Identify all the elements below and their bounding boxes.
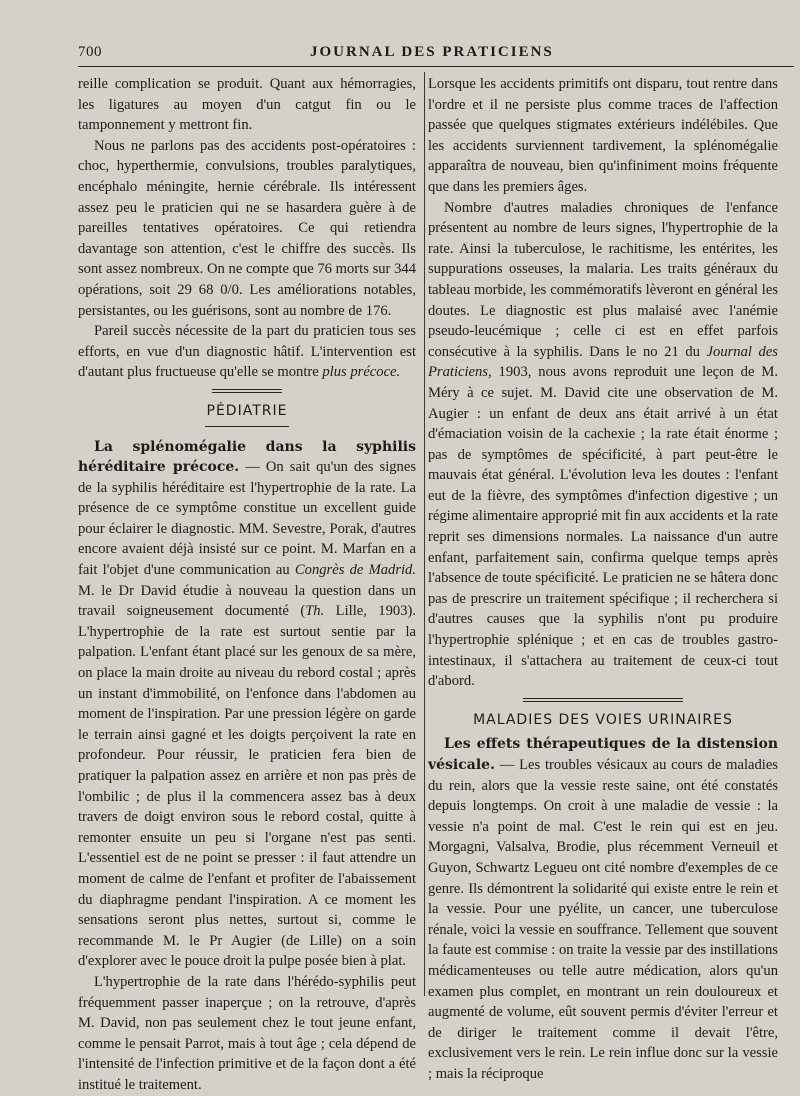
article-text-3: Lille, 1903). L'hypertrophie de la rate est surtout sentie par la palpation. L'enfant étant placé sur les genoux de sa mère, on place la main droite au niveau du rebord costal ; après un instant d'immobilité, on l'enfonce dans l'abdomen au moment de l'inspiration. Par une pression légère on garde le terrain ainsi gagné et les doigts perçoivent la rate en profondeur. Pour réussir, le praticien fera bien de pratiquer la palpation assez en arrière et non pas près de l'ombilic ; de plus il la commencera assez bas à deux travers de doigt environ sous le rebord costal, quitte à remonter ensuite un peu si l'organe n'est pas senti. L'essentiel est de ne point se presser : il faut attendre un moment de calme de l'enfant et profiter de l'abaissement du diaphragme pendant l'inspiration. A ce moment les sensations seront plus nettes, surtout si, comme le recommande M. le Pr Augier (de Lille) on a soin d'explorer avec le pouce droit la pulpe posée bien à plat. <box>78 603 417 970</box>
right-paragraph-2-text-a: Nombre d'autres maladies chroniques de l'enfance présentent au nombre de leurs signes, l'hypertrophie de la rate. Ainsi la tuberculose, le rachitisme, les entérites, les suppurations osseuses, la malaria. Les traits généraux du tableau morbide, les commémoratifs lèveront en général les doutes. Le diagnostic est plus malaisé avec l'anémie pseudo-leucémique ; celle ci est en effet parfois consécutive à la syphilis. Dans le no 21 du <box>428 199 778 360</box>
left-paragraph-3 <box>78 321 416 383</box>
right-paragraph-1: Lorsque les accidents primitifs ont disparu, tout rentre dans l'ordre et il ne persiste plus comme traces de l'affection passée que quelques stigmates extérieurs indélébiles. Que les accidents surviennent tardivement, la splénomégalie apparaîtra de nouveau, bien qu'infiniment moins fréquente que dans les premiers âges. <box>428 76 778 195</box>
right-paragraph-2-italic: Journal des Praticiens, <box>428 343 778 381</box>
section-title-underline <box>205 426 289 427</box>
section-title-voies-urinaires: MALADIES DES VOIES URINAIRES <box>473 711 733 728</box>
right-column <box>428 74 778 1085</box>
article-distension <box>428 734 778 1084</box>
left-paragraph-1: reille complication se produit. Quant aux hémorragies, les ligatures au moyen d'un catgut fin ou le tamponnement y mettront fin. <box>78 76 416 134</box>
article-splenomegalie <box>78 437 416 972</box>
article-text-distension: — Les troubles vésicaux au cours de maladies du rein, alors que la vessie reste saine, ont été constatés depuis longtemps. On croit à une maladie de vessie : la vessie n'a point de mal. C'est le rein qui est en jeu. Morgagni, Valsalva, Brodie, plus récemment Verneuil et Guyon, Schwartz Legueu ont cité nombre d'exemples de ce genre. Ils démontrent la solidarité qui existe entre le rein et la vessie. Pour une pyélite, un cancer, une tuberculose rénale, voici la vessie en souffrance. Tellement que souvent la faute est commise : on traite la vessie par des instillations médicamenteuses ou telle autre médication, alors qu'un examen plus complet, en montrant un rein douloureux et augmenté de volume, eût souvent permis d'éviter l'erreur et de diriger le traitement comme il devait l'être, exclusivement vers le rein. Le rein influe donc sur la vessie ; mais la réciproque <box>428 757 778 1082</box>
left-paragraph-3-italic: plus précoce. <box>322 364 401 381</box>
article-italic-congres: Congrès de Madrid. <box>294 562 416 579</box>
article-title-splenomegalie: La splénomégalie dans la syphilis héréditaire précoce. <box>78 438 416 476</box>
column-divider <box>424 72 425 996</box>
left-paragraph-2: Nous ne parlons pas des accidents post-opératoires : choc, hyperthermie, convulsions, troubles paralytiques, encéphalo méningite, hernie cérébrale. Ils intéressent assez peu le praticien qui ne se hasardera guère à de pareilles tentatives opératoires. Ce qui retiendra davantage son attention, c'est le chiffre des succès. Ils sont assez nombreux. On ne compte que 76 morts sur 344 opérations, soit 29 68 0/0. Les améliorations notables, persistantes, ou les guérisons, sont au nombre de 176. <box>78 137 416 319</box>
right-paragraph-2-text-b: 1903, nous avons reproduit une leçon de M. Méry à ce sujet. M. David cite une observation de M. Augier : un enfant de deux ans était arrivé à un état d'émaciation voisin de la cachexie ; la rate était énorme ; pas de symptômes de spécificité, à part peut-être le mauvais état général. L'évolution leva les doutes : l'enfant eut de la fièvre, des symptômes d'infection digestive ; un régime alimentaire approprié mit fin aux accidents et la rate reprit ses dimensions normales. La naissance d'un autre enfant, parfaitement sain, confirma quelque temps après l'absence de toute spécificité. Le praticien ne se hâtera donc pas de prescrire un traitement spécifique ; il recherchera si d'autres causes que la syphilis n'ont pu produire l'hypertrophie splénique ; et en cas de troubles gastro-intestinaux, il s'attachera au traitement de ceux-ci tout d'abord. <box>428 364 778 690</box>
left-paragraph-3-text: Pareil succès nécessite de la part du praticien tous ses efforts, en vue d'un diagnostic hâtif. L'intervention est d'autant plus fructueuse qu'elle se montre <box>78 323 416 381</box>
article-italic-th: Th. <box>305 603 325 620</box>
header-rule <box>78 66 794 67</box>
article-text-1: — On sait qu'un des signes de la syphilis héréditaire est l'hypertrophie de la rate. La présence de ce symptôme constitue un excellent guide pour éclairer le diagnostic. MM. Sevestre, Porak, d'autres encore avaient déjà insisté sur ce point. M. Marfan en a fait l'objet d'une communication au <box>78 459 417 579</box>
section-separator <box>212 389 282 393</box>
left-column <box>78 74 416 1096</box>
article-text-2: M. le Dr David étudie à nouveau la question dans un travail soigneusement documenté ( <box>78 582 416 620</box>
running-head: JOURNAL DES PRATICIENS <box>310 44 554 60</box>
section-separator-right <box>523 698 683 702</box>
page-number: 700 <box>78 44 102 60</box>
article-title-distension: Les effets thérapeutiques de la distension vésicale. <box>428 736 778 773</box>
section-title-pediatrie: PÉDIATRIE <box>206 402 288 419</box>
right-paragraph-2 <box>428 198 778 692</box>
left-paragraph-5: L'hypertrophie de la rate dans l'hérédo-syphilis peut fréquemment passer inaperçue ; on la retrouve, d'après M. David, non pas seulement chez le tout jeune enfant, comme le pensait Parrot, mais à tout âge ; cela dépend de l'intensité de l'infection primitive et de la façon dont a été institué le traitement. <box>78 973 416 1093</box>
